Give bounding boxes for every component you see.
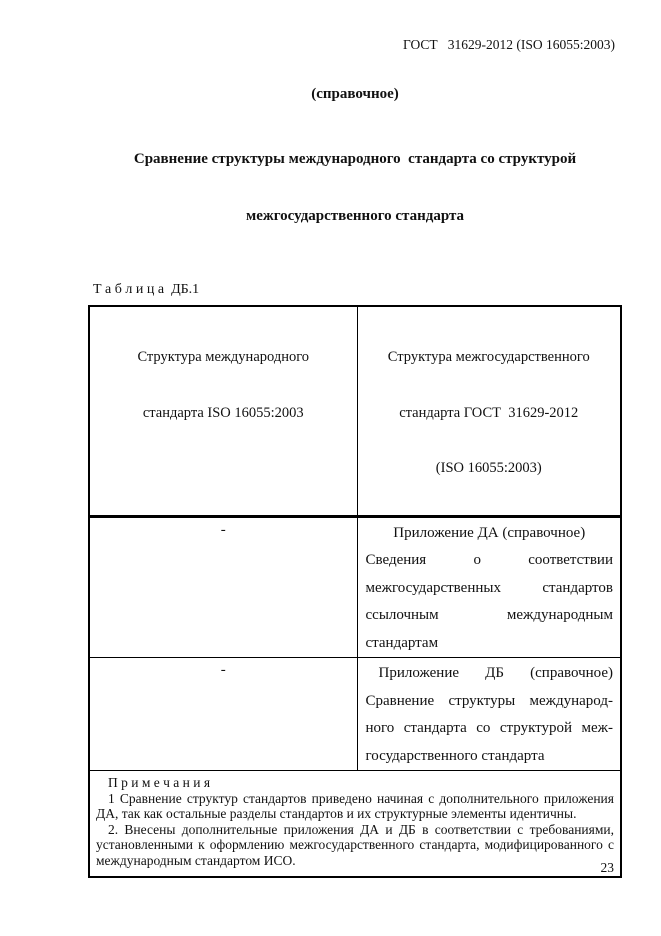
comparison-table [88, 305, 622, 878]
appendix-type-label: (справочное) [311, 86, 399, 102]
row2-line-2: Сравнение структуры международ- [365, 692, 613, 709]
header-col2-line-2: стандарта ГОСТ 31629-2012 [399, 404, 579, 421]
notes-cell [89, 771, 621, 877]
section-title [88, 112, 622, 264]
row2-text-cell [357, 658, 621, 771]
table-notes-row [89, 771, 621, 877]
notes-title: П р и м е ч а н и я [108, 775, 211, 790]
page-number: 23 [600, 860, 614, 875]
table-header-cell-interstate [357, 306, 621, 516]
row1-line-4: ссылочным международным [365, 607, 613, 623]
section-title-line-2: межгосударственного стандарта [245, 208, 465, 224]
row1-line-2: Сведения о соответствии [365, 552, 613, 568]
row1-text-cell [357, 516, 621, 658]
row1-line-3: межгосударственных стандартов [365, 579, 613, 596]
header-col1-line-2: стандарта ISO 16055:2003 [142, 404, 304, 421]
header-col2-line-3: (ISO 16055:2003) [435, 460, 542, 476]
page-content [88, 86, 622, 878]
row1-line-5: стандартам [365, 634, 439, 651]
table-header-row [89, 306, 621, 516]
table-row-appendix-db [89, 658, 621, 771]
row1-dash-cell: - [89, 516, 357, 658]
row2-line-4: государственного стандарта [365, 747, 545, 764]
note-item-1: 1 Сравнение структур стандартов приведено начиная с дополнительного приложения ДА, так как остальные разделы стандартов и их структурные элементы идентичны. [96, 790, 614, 822]
header-col2-line-1: Структура межгосударственного [387, 349, 590, 365]
table-header-cell-international [89, 306, 357, 516]
row2-dash-cell: - [89, 658, 357, 771]
running-header-standard-number: ГОСТ 31629-2012 (ISO 16055:2003) [403, 37, 615, 52]
table-row-appendix-da [89, 516, 621, 658]
table-caption: Т а б л и ц а ДБ.1 [93, 282, 200, 297]
note-item-2: 2. Внесены дополнительные приложения ДА и ДБ в соответствии с требованиями, установленными к оформлению межгосударственного стандарта, модифицированного с международным стандартом ИСО. [96, 821, 614, 868]
row2-line-1: Приложение ДБ (справочное) [378, 665, 613, 681]
row1-line-1: Приложение ДА (справочное) [393, 524, 586, 541]
section-title-line-1: Сравнение структуры международного стандарта со структурой [133, 151, 577, 167]
row2-line-3: ного стандарта со структурой меж- [365, 720, 613, 736]
header-col1-line-1: Структура международного [137, 349, 310, 365]
